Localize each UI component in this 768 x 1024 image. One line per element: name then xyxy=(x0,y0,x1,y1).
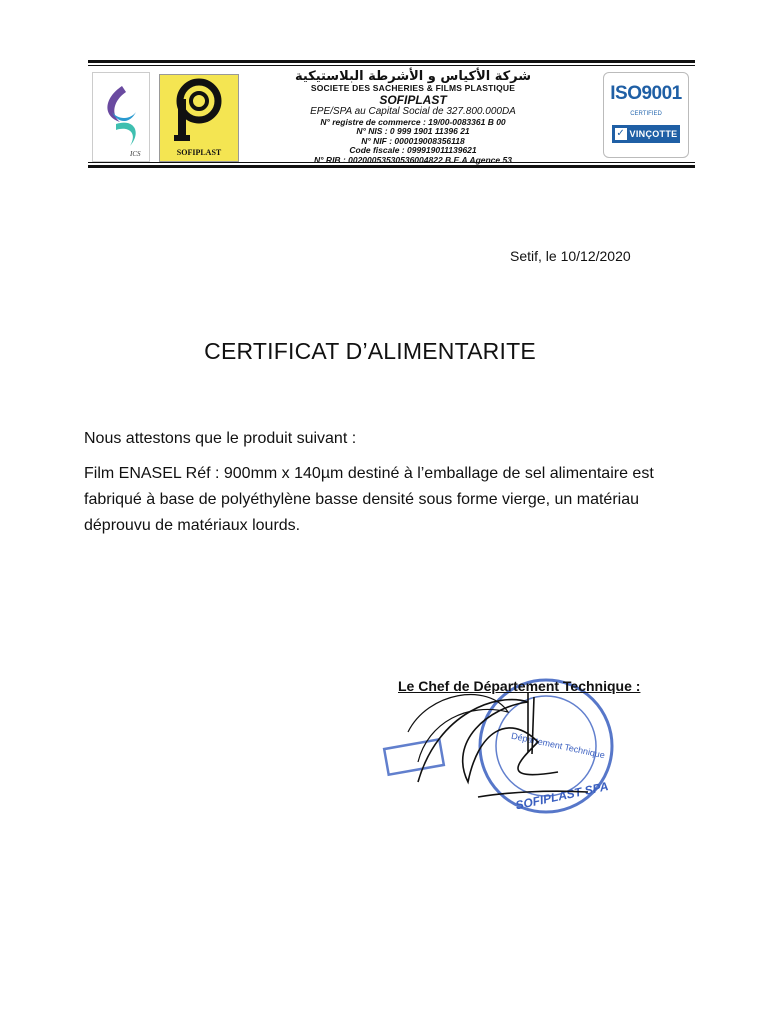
stamp-inner-label: Département Technique xyxy=(510,730,606,761)
ics-label: ICS xyxy=(130,150,141,158)
document-title: CERTIFICAT D’ALIMENTARITE xyxy=(204,338,536,364)
document-date: Setif, le 10/12/2020 xyxy=(510,248,631,264)
sofiplast-logo-label: SOFIPLAST xyxy=(176,148,222,157)
letterhead-frame xyxy=(88,65,695,163)
company-brand: SOFIPLAST xyxy=(379,92,447,107)
company-name-french: SOCIETE DES SACHERIES & FILMS PLASTIQUE xyxy=(310,83,516,93)
sofiplast-logo xyxy=(159,74,239,162)
iso-title: ISO9001 xyxy=(610,83,682,104)
iso-badge xyxy=(603,72,689,158)
signature-title: Le Chef de Département Technique : xyxy=(398,678,641,694)
letterhead-text xyxy=(238,70,588,164)
intro-text: Nous attestons que le produit suivant : xyxy=(84,430,357,447)
iso-vincotte-band xyxy=(612,125,680,143)
ics-swoosh-icon xyxy=(92,72,150,162)
company-capital: EPE/SPA au Capital Social de 327.800.000DA xyxy=(310,105,516,117)
checkmark-icon: ✓ xyxy=(616,128,625,139)
company-nis: N° NIS : 0 999 1901 11396 21 xyxy=(356,126,470,136)
letterhead xyxy=(88,60,695,168)
ics-logo xyxy=(92,72,150,162)
company-rib: N° RIB : 00200053530536004822 B.E.A Agence 53 xyxy=(314,154,512,165)
company-code-fiscale: Code fiscale : 099919011139621 xyxy=(349,145,477,155)
company-name-arabic: شركة الأكياس و الأشرطة البلاستيكية xyxy=(294,69,532,84)
company-registre: N° registre de commerce : 19/00-0083361 B 00 xyxy=(320,116,506,127)
company-nif: N° NIF : 000019008356118 xyxy=(361,135,465,146)
stamp-company-label: SOFIPLAST SPA xyxy=(514,779,610,813)
body-paragraph: Film ENASEL Réf : 900mm x 140µm destiné à l’emballage de sel alimentaire est fabriqué à base de polyéthylène basse densité sous forme vierge, un matériau déprouvu de matériaux lourds. xyxy=(84,465,654,534)
iso-certified-label: CERTIFIED xyxy=(630,111,662,117)
sofiplast-p-icon xyxy=(160,75,238,143)
iso-vincotte-label: VINÇOTTE xyxy=(629,129,678,139)
